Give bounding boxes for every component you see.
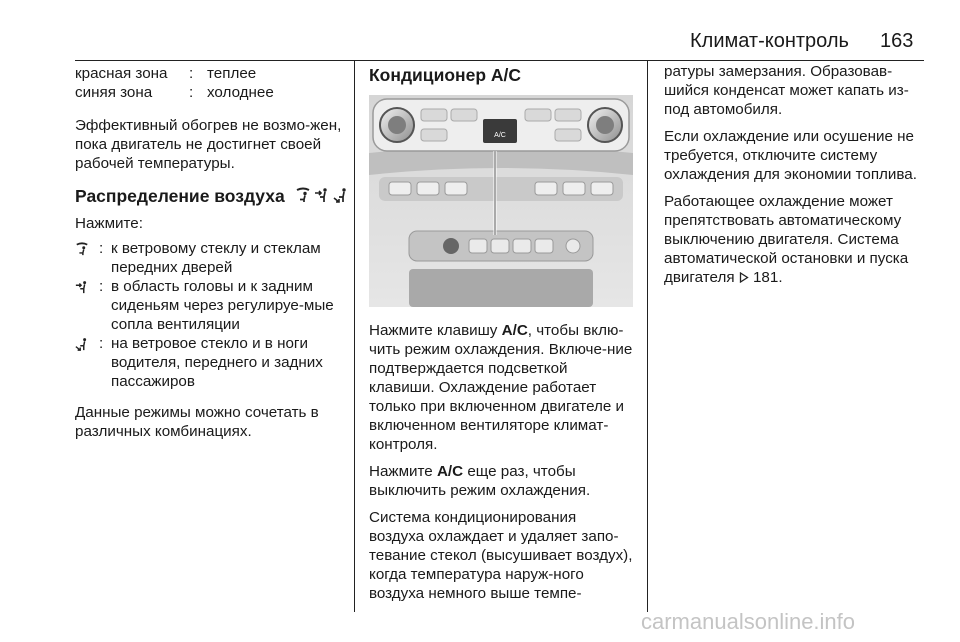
- mode-sep: :: [99, 240, 104, 257]
- climate-panel-figure: [369, 95, 633, 307]
- ac-para-1-pre: Нажмите клавишу: [369, 322, 502, 339]
- header-rule: [75, 60, 924, 61]
- zone-sep: :: [189, 84, 194, 101]
- air-distribution-heading-text: Распределение воздуха: [75, 186, 285, 206]
- mode-row: [75, 239, 345, 277]
- zone-row: [75, 83, 345, 102]
- zone-row: [75, 64, 345, 83]
- air-distribution-heading: [75, 187, 345, 206]
- zone-term: красная зона: [75, 65, 168, 82]
- mode-desc: на ветровое стекло и в ноги водителя, переднего и задних пассажиров: [111, 335, 323, 390]
- mode-row: [75, 277, 345, 334]
- air-windshield-icon: [295, 187, 311, 203]
- footer-watermark: carmanualsonline.info: [641, 609, 856, 634]
- page-reference-icon: [739, 272, 749, 283]
- figure-ac-label: A/C: [494, 132, 506, 139]
- air-face-icon: [75, 280, 89, 294]
- ac-para-2-post: еще раз, чтобы выключить режим охлаждения.: [369, 463, 591, 499]
- ac-para-1-post: , чтобы вклю-чить режим охлаждения. Включе-ние подтверждается подсветкой клавиши. Охлаждение работает только при включенном двигателе и включенном вентиляторе климат-контроля.: [369, 322, 633, 453]
- ac-para-3: Система кондиционирования воздуха охлаждает и удаляет запо-тевание стекол (высушивает воздух), когда температура наруж-ного воздуха немного выше темпе-: [369, 509, 633, 602]
- mode-icon-cell: [75, 277, 99, 296]
- press-label: Нажмите:: [75, 215, 143, 232]
- air-windshield-icon: [75, 242, 89, 256]
- page-number: 163: [880, 30, 914, 52]
- mode-sep: :: [99, 278, 104, 295]
- column-divider-1: [354, 60, 355, 612]
- ac-para-2-pre: Нажмите: [369, 463, 437, 480]
- zone-desc: холоднее: [207, 84, 274, 101]
- mode-desc: в область головы и к задним сиденьям через регулируе-мые сопла вентиляции: [111, 278, 334, 333]
- mode-icon-cell: [75, 334, 99, 353]
- column-divider-2: [647, 60, 648, 612]
- col3-para-3-text: Работающее охлаждение может препятствовать автоматическому выключению двигателя. Система автоматической остановки и пуска двигателя: [664, 193, 909, 286]
- column-1: [75, 62, 345, 449]
- zone-sep: :: [189, 65, 194, 82]
- col3-para-3: [664, 192, 930, 287]
- col3-para-2: Если охлаждение или осушение не требуется, отключите систему охлаждения для экономии топлива.: [664, 128, 917, 183]
- column-2: [369, 62, 635, 603]
- heading-icon-group: [295, 187, 349, 203]
- col3-para-1: ратуры замерзания. Образовав-шийся конденсат может капать из-под автомобиля.: [664, 63, 909, 118]
- zone-desc: теплее: [207, 65, 257, 82]
- mode-sep: :: [99, 335, 104, 352]
- combination-note: Данные режимы можно сочетать в различных комбинациях.: [75, 404, 319, 440]
- zone-list: [75, 64, 345, 102]
- page-header-title: Климат-контроль: [690, 30, 849, 52]
- heating-note: Эффективный обогрев не возмо-жен, пока двигатель не достигнет своей рабочей температуры.: [75, 117, 342, 172]
- mode-desc: к ветровому стеклу и стеклам передних дверей: [111, 240, 321, 276]
- ac-para-2: [369, 462, 635, 500]
- ac-key-label: A/C: [501, 322, 528, 339]
- column-3: [664, 62, 930, 295]
- zone-term: синяя зона: [75, 84, 153, 101]
- mode-icon-cell: [75, 239, 99, 258]
- air-feet-icon: [333, 187, 349, 203]
- ac-heading: Кондиционер A/C: [369, 65, 522, 85]
- climate-panel-illustration: [369, 95, 633, 307]
- mode-row: [75, 334, 345, 391]
- mode-list: [75, 239, 345, 391]
- air-feet-icon: [75, 337, 89, 351]
- page-reference[interactable]: 181.: [748, 269, 783, 286]
- ac-key-label: A/C: [436, 463, 464, 480]
- air-face-icon: [314, 187, 330, 203]
- ac-para-1: [369, 321, 635, 454]
